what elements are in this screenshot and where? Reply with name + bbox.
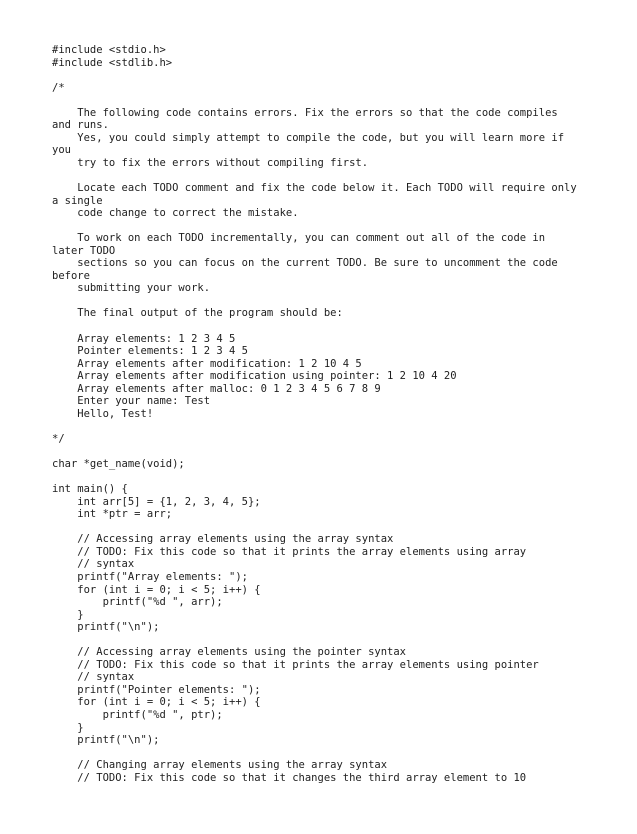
code-line <box>52 521 622 534</box>
code-line: Hello, Test! <box>52 407 154 420</box>
code-line: a single <box>52 194 103 207</box>
code-line: #include <stdlib.h> <box>52 56 173 69</box>
code-line: and runs. <box>52 119 109 132</box>
code-line <box>52 747 622 760</box>
code-line: for (int i = 0; i < 5; i++) { <box>52 696 261 709</box>
code-line: printf("\n"); <box>52 621 160 634</box>
code-line: Enter your name: Test <box>52 395 211 408</box>
code-line: printf("Pointer elements: "); <box>52 683 261 696</box>
code-line: // TODO: Fix this code so that it changes the third array element to 10 <box>52 771 527 784</box>
code-line: for (int i = 0; i < 5; i++) { <box>52 583 261 596</box>
code-line: // Accessing array elements using the pointer syntax <box>52 646 407 659</box>
code-line: Yes, you could simply attempt to compile the code, but you will learn more if <box>52 131 565 144</box>
code-line: int main() { <box>52 483 128 496</box>
code-line: printf("%d ", ptr); <box>52 708 223 721</box>
code-line: To work on each TODO incrementally, you can comment out all of the code in <box>52 232 546 245</box>
code-line <box>52 295 622 308</box>
code-line: // TODO: Fix this code so that it prints the array elements using pointer <box>52 658 539 671</box>
code-line: The following code contains errors. Fix the errors so that the code compiles <box>52 106 558 119</box>
code-line <box>52 634 622 647</box>
code-line: Array elements after modification using pointer: 1 2 10 4 20 <box>52 370 457 383</box>
code-line: later TODO <box>52 244 116 257</box>
code-line <box>52 169 622 182</box>
code-line: try to fix the errors without compiling first. <box>52 156 369 169</box>
code-line: int arr[5] = {1, 2, 3, 4, 5}; <box>52 495 261 508</box>
code-line <box>52 446 622 459</box>
code-line: Locate each TODO comment and fix the code below it. Each TODO will require only <box>52 182 577 195</box>
code-line: // Changing array elements using the array syntax <box>52 759 388 772</box>
code-line <box>52 320 622 333</box>
code-line: } <box>52 608 84 621</box>
code-line: you <box>52 144 71 157</box>
code-line: char *get_name(void); <box>52 458 185 471</box>
code-line: submitting your work. <box>52 282 211 295</box>
code-line <box>52 94 622 107</box>
code-line: printf("\n"); <box>52 734 160 747</box>
code-line: Array elements: 1 2 3 4 5 <box>52 332 236 345</box>
code-line: printf("%d ", arr); <box>52 596 223 609</box>
code-line <box>52 471 622 484</box>
code-line: Array elements after modification: 1 2 10 4 5 <box>52 357 362 370</box>
code-line: before <box>52 269 90 282</box>
code-line: // syntax <box>52 558 135 571</box>
code-line: Pointer elements: 1 2 3 4 5 <box>52 345 248 358</box>
code-line: } <box>52 721 84 734</box>
code-line: The final output of the program should be: <box>52 307 343 320</box>
code-line <box>52 420 622 433</box>
code-line: Array elements after malloc: 0 1 2 3 4 5 6 7 8 9 <box>52 382 381 395</box>
code-line: // Accessing array elements using the array syntax <box>52 533 394 546</box>
code-line: #include <stdio.h> <box>52 44 166 56</box>
code-line: sections so you can focus on the current TODO. Be sure to uncomment the code <box>52 257 558 270</box>
code-line: // TODO: Fix this code so that it prints the array elements using array <box>52 545 527 558</box>
code-line: code change to correct the mistake. <box>52 207 299 220</box>
code-line <box>52 220 622 233</box>
code-document <box>52 44 622 784</box>
code-line <box>52 69 622 82</box>
code-line: /* <box>52 81 65 94</box>
code-line: int *ptr = arr; <box>52 508 173 521</box>
code-line: printf("Array elements: "); <box>52 570 248 583</box>
code-line: // syntax <box>52 671 135 684</box>
code-line: */ <box>52 432 65 445</box>
